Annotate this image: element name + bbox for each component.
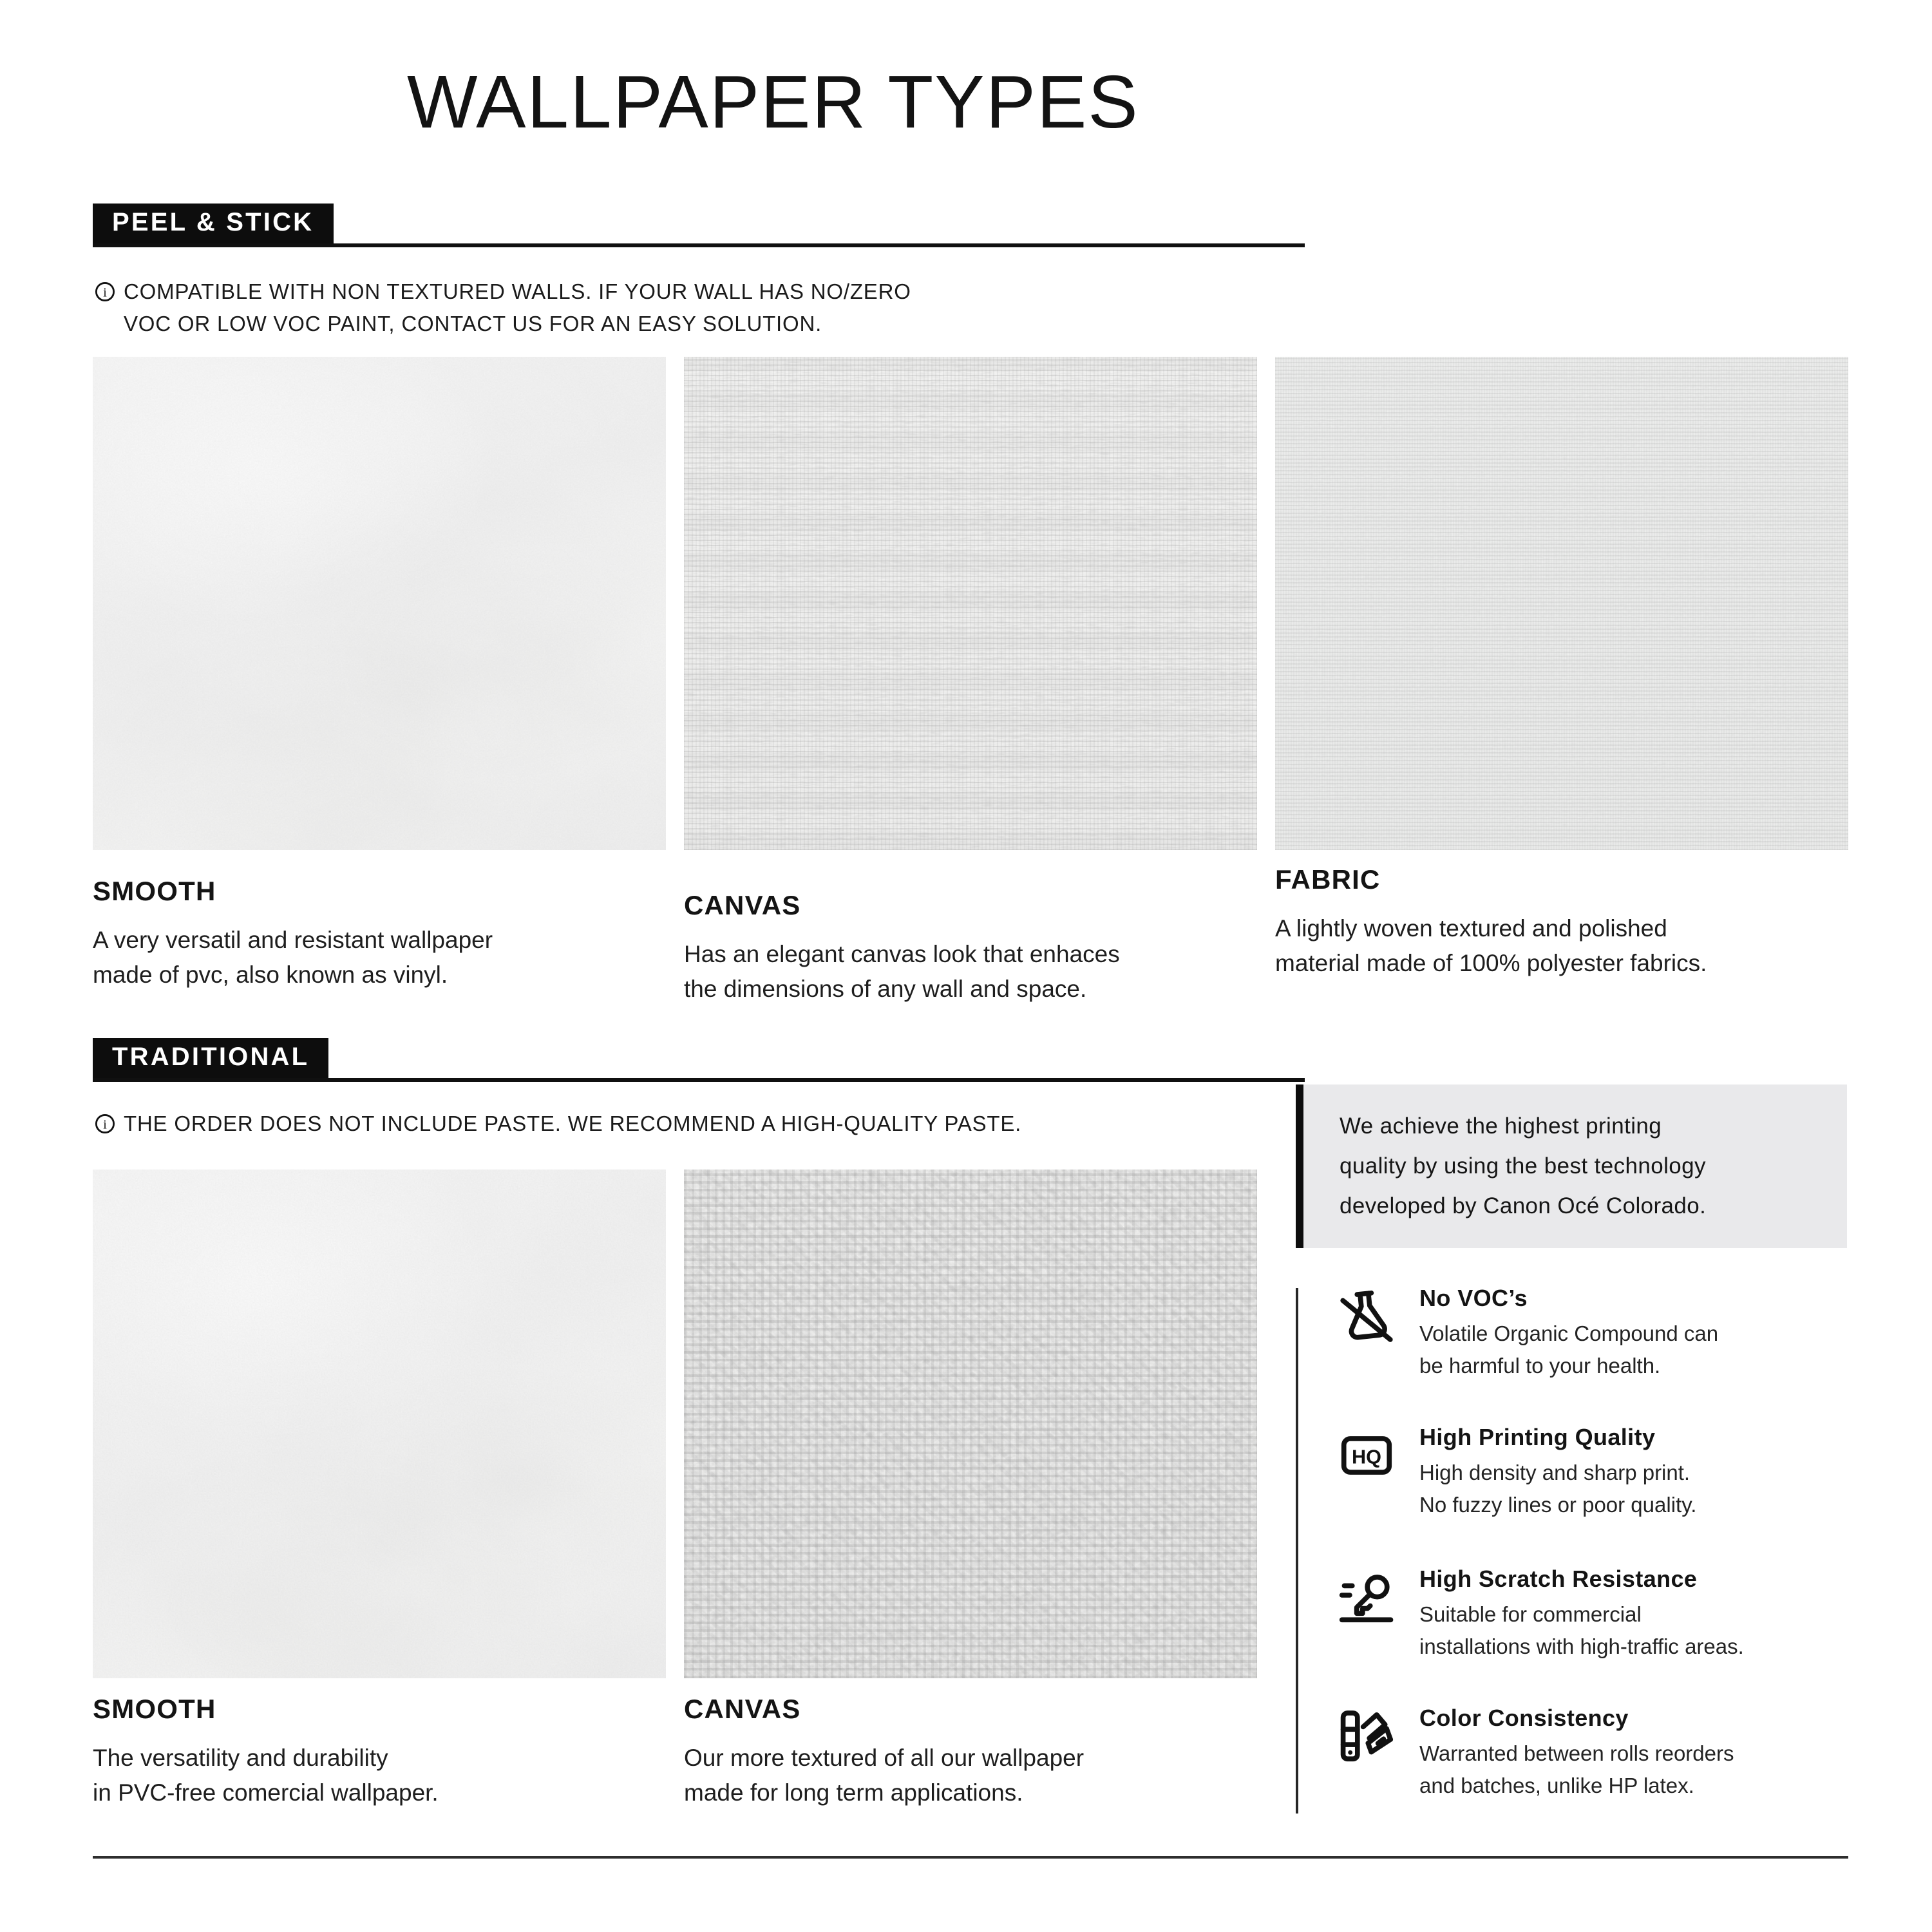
- feature-description: [1419, 1319, 1852, 1383]
- feature-description-line: High density and sharp print.: [1419, 1462, 1690, 1485]
- no-voc-flask-icon: [1337, 1287, 1396, 1346]
- page-title: WALLPAPER TYPES: [407, 61, 1139, 144]
- sample-description-line: the dimensions of any wall and space.: [684, 975, 1087, 1002]
- sample-title: SMOOTH: [93, 877, 216, 907]
- sample-description-line: A lightly woven textured and polished: [1275, 914, 1667, 942]
- sample-title: FABRIC: [1275, 866, 1381, 895]
- texture-sample-traditional-smooth: [93, 1170, 666, 1678]
- hq-badge-icon: [1337, 1426, 1396, 1485]
- sample-description: [1275, 911, 1707, 980]
- sample-caption-traditional-smooth: [93, 1695, 439, 1810]
- sample-description: [93, 1740, 439, 1810]
- info-icon: [94, 281, 116, 303]
- scratch-key-icon: [1337, 1567, 1396, 1627]
- bottom-divider: [93, 1856, 1848, 1859]
- note-line: COMPATIBLE WITH NON TEXTURED WALLS. IF YOUR WALL HAS NO/ZERO: [124, 281, 911, 304]
- feature-high-printing-quality: [1337, 1425, 1852, 1522]
- hq-icon-label: HQ: [1352, 1446, 1381, 1468]
- sample-caption-peel-smooth: [93, 877, 493, 992]
- note-line: THE ORDER DOES NOT INCLUDE PASTE. WE RECOMMEND A HIGH-QUALITY PASTE.: [124, 1113, 1022, 1136]
- sample-description-line: made for long term applications.: [684, 1779, 1023, 1806]
- sample-caption-peel-fabric: [1275, 866, 1707, 980]
- sample-description-line: material made of 100% polyester fabrics.: [1275, 949, 1707, 976]
- printing-note-line: We achieve the highest printing: [1340, 1113, 1662, 1139]
- feature-title: Color Consistency: [1419, 1705, 1629, 1731]
- sample-description: [684, 1740, 1084, 1810]
- sample-description-line: The versatility and durability: [93, 1744, 388, 1771]
- sample-description-line: Has an elegant canvas look that enhaces: [684, 940, 1120, 967]
- sample-title: CANVAS: [684, 891, 801, 921]
- feature-description-line: and batches, unlike HP latex.: [1419, 1775, 1694, 1798]
- sample-description-line: A very versatil and resistant wallpaper: [93, 926, 493, 953]
- feature-description-line: Volatile Organic Compound can: [1419, 1323, 1719, 1346]
- traditional-rule: [93, 1078, 1305, 1082]
- sidebar-vertical-rule: [1296, 1288, 1298, 1814]
- texture-sample-traditional-canvas: [684, 1170, 1257, 1678]
- feature-description-line: be harmful to your health.: [1419, 1355, 1661, 1378]
- printing-quality-panel: [1296, 1084, 1847, 1248]
- sample-description: [684, 936, 1120, 1006]
- feature-description-line: Suitable for commercial: [1419, 1604, 1642, 1627]
- feature-description: [1419, 1458, 1852, 1522]
- sample-description: [93, 922, 493, 992]
- texture-sample-peel-smooth: [93, 357, 666, 850]
- sample-description-line: in PVC-free comercial wallpaper.: [93, 1779, 439, 1806]
- sample-description-line: Our more textured of all our wallpaper: [684, 1744, 1084, 1771]
- sample-title: SMOOTH: [93, 1695, 216, 1725]
- note-line: VOC OR LOW VOC PAINT, CONTACT US FOR AN EASY SOLUTION.: [124, 313, 822, 336]
- feature-high-scratch-resistance: [1337, 1566, 1852, 1664]
- feature-description: [1419, 1739, 1852, 1803]
- feature-title: High Scratch Resistance: [1419, 1566, 1698, 1592]
- color-swatches-icon: [1337, 1707, 1396, 1766]
- sample-description-line: made of pvc, also known as vinyl.: [93, 961, 448, 988]
- traditional-badge: TRADITIONAL: [93, 1038, 328, 1081]
- peel-stick-badge: PEEL & STICK: [93, 204, 333, 246]
- sample-title: CANVAS: [684, 1695, 801, 1725]
- sample-caption-peel-canvas: [684, 891, 1120, 1006]
- info-icon-glyph: i: [103, 285, 107, 300]
- info-icon-glyph: i: [103, 1117, 107, 1132]
- feature-color-consistency: [1337, 1705, 1852, 1803]
- texture-sample-peel-canvas: [684, 357, 1257, 850]
- texture-sample-peel-fabric: [1275, 357, 1848, 850]
- sample-caption-traditional-canvas: [684, 1695, 1084, 1810]
- printing-note-line: developed by Canon Océ Colorado.: [1340, 1193, 1707, 1218]
- peel-stick-rule: [93, 243, 1305, 247]
- info-icon: [94, 1113, 116, 1135]
- feature-no-vocs: [1337, 1285, 1852, 1383]
- printing-note-line: quality by using the best technology: [1340, 1153, 1706, 1179]
- peel-stick-note: [124, 277, 911, 341]
- feature-description: [1419, 1600, 1852, 1664]
- feature-description-line: No fuzzy lines or poor quality.: [1419, 1494, 1697, 1517]
- feature-title: High Printing Quality: [1419, 1425, 1656, 1450]
- feature-description-line: Warranted between rolls reorders: [1419, 1743, 1734, 1766]
- traditional-note: [124, 1109, 1021, 1141]
- feature-title: No VOC’s: [1419, 1285, 1528, 1311]
- feature-description-line: installations with high-traffic areas.: [1419, 1636, 1744, 1659]
